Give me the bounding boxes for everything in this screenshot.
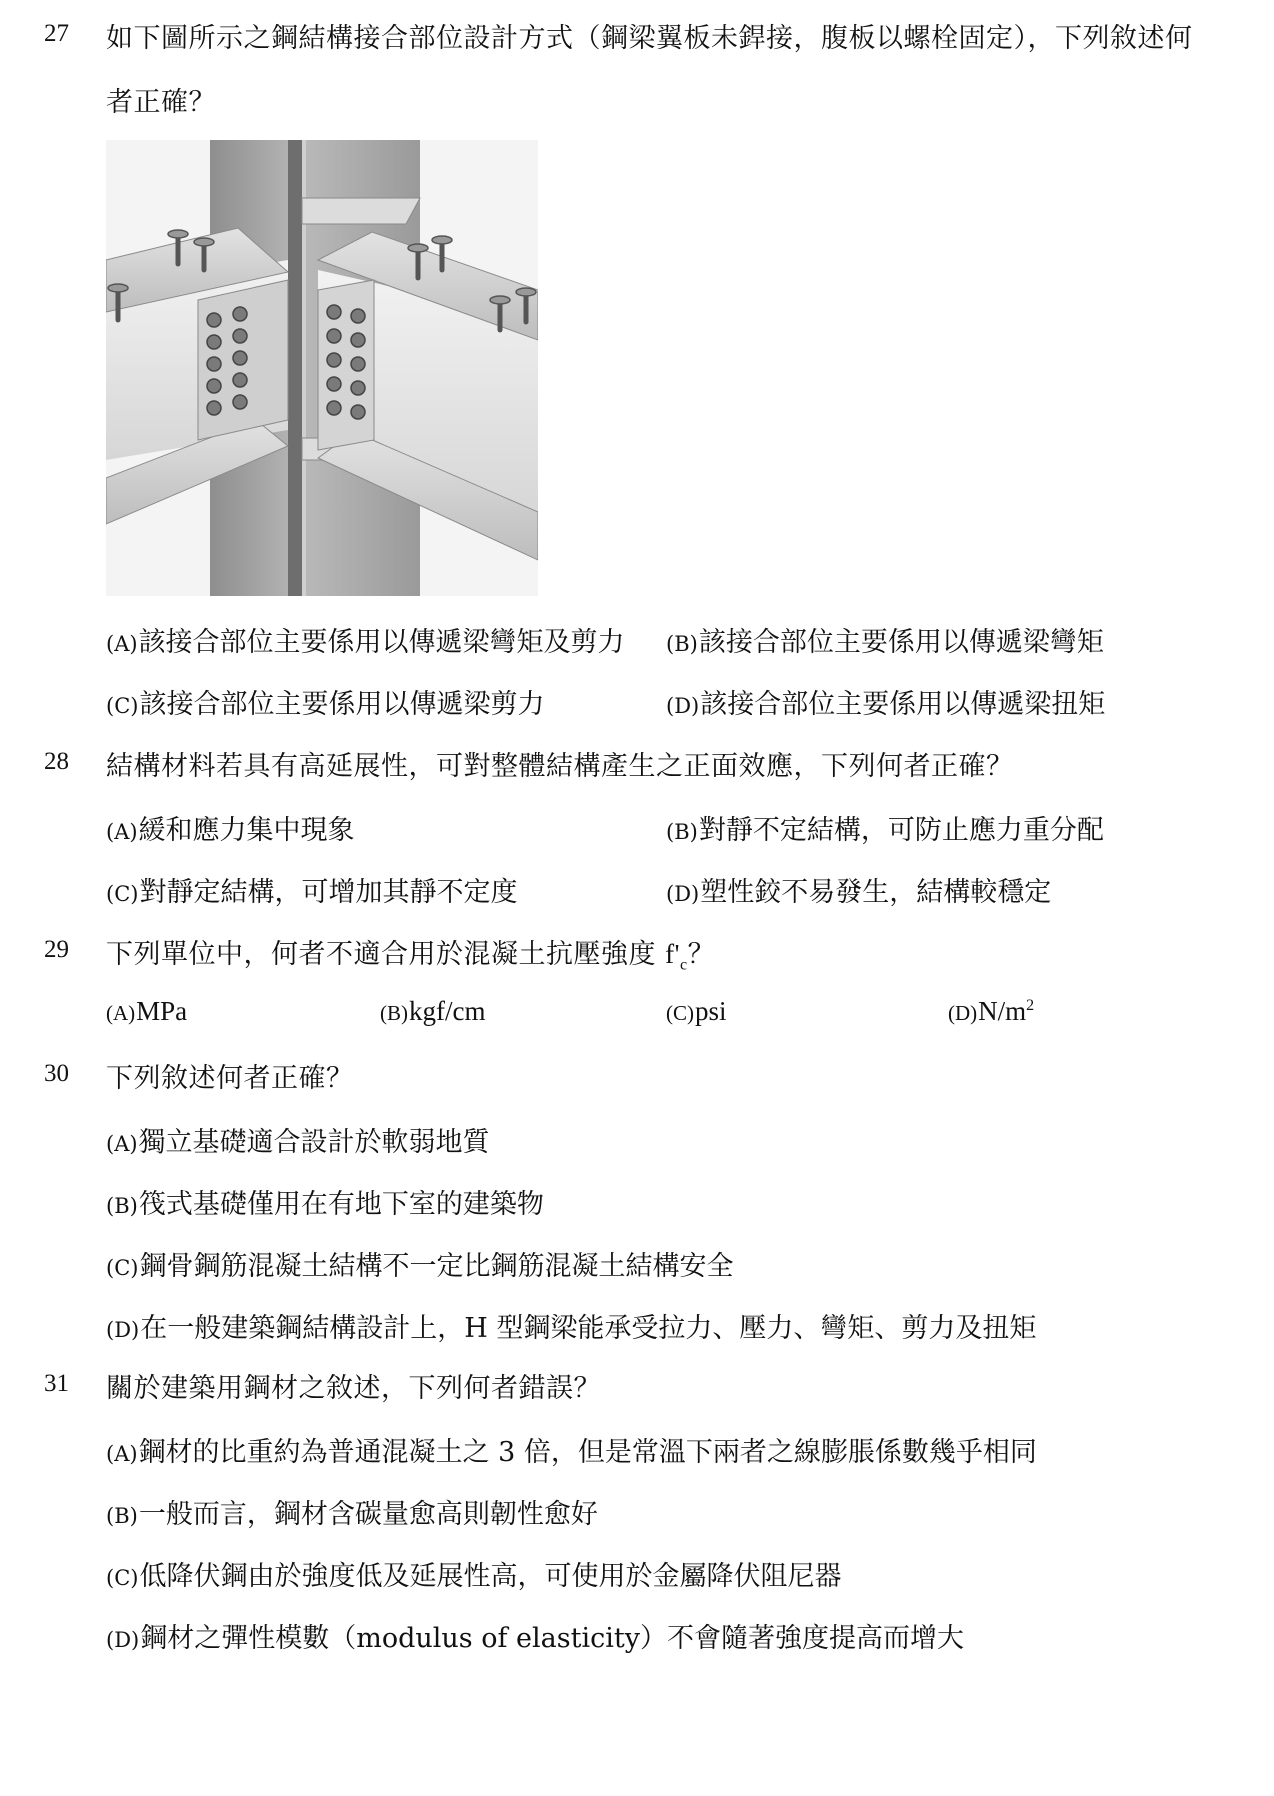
option-mark: (B) [106, 1194, 138, 1218]
question-30-stem: 下列敘述何者正確？ [106, 1063, 354, 1094]
question-28-option-b[interactable] [666, 808, 1104, 847]
question-31-number: 31 [44, 1370, 69, 1397]
option-mark: (D) [948, 1001, 978, 1025]
option-text: 鋼材之彈性模數（modulus of elasticity）不會隨著強度提高而增大 [140, 1623, 964, 1654]
option-mark: (B) [666, 820, 698, 844]
option-text: 對靜不定結構，可防止應力重分配 [698, 815, 1104, 846]
question-29-stem [106, 932, 715, 974]
option-mark: (D) [106, 1318, 140, 1342]
question-30-number: 30 [44, 1060, 69, 1087]
stem-prefix: 下列單位中，何者不適合用於混凝土抗壓強度 [106, 939, 666, 970]
option-text: 鋼骨鋼筋混凝土結構不一定比鋼筋混凝土結構安全 [139, 1251, 734, 1282]
question-30-option-b[interactable] [106, 1182, 544, 1221]
option-text: 一般而言，鋼材含碳量愈高則韌性愈好 [138, 1499, 598, 1530]
option-mark: (A) [106, 632, 138, 656]
option-text: 該接合部位主要係用以傳遞梁彎矩及剪力 [138, 627, 625, 658]
option-text: 塑性鉸不易發生，結構較穩定 [700, 877, 1052, 908]
question-28-option-c[interactable] [106, 870, 517, 909]
option-mark: (A) [106, 1001, 136, 1025]
option-text: 對靜定結構，可增加其靜不定度 [139, 877, 518, 908]
option-text: 該接合部位主要係用以傳遞梁剪力 [139, 689, 545, 720]
question-27-option-b[interactable] [666, 620, 1104, 659]
option-mark: (C) [106, 694, 139, 718]
option-mark: (C) [106, 1256, 139, 1280]
option-mark: (D) [106, 1628, 140, 1652]
option-text: psi [695, 996, 727, 1026]
question-29-option-d[interactable] [948, 996, 1034, 1027]
option-text: MPa [136, 996, 188, 1026]
option-text: 該接合部位主要係用以傳遞梁彎矩 [698, 627, 1104, 658]
question-27-stem-line1: 如下圖所示之鋼結構接合部位設計方式（鋼梁翼板未銲接，腹板以螺栓固定），下列敘述何 [106, 23, 1193, 54]
steel-beam-column-connection-figure [106, 140, 538, 596]
question-27-option-a[interactable] [106, 620, 625, 659]
question-30-option-a[interactable] [106, 1120, 490, 1159]
stem-suffix: ？ [687, 939, 716, 970]
option-mark: (A) [106, 1442, 138, 1466]
option-text: 鋼材的比重約為普通混凝土之 3 倍，但是常溫下兩者之線膨脹係數幾乎相同 [138, 1437, 1037, 1468]
option-mark: (C) [666, 1001, 694, 1025]
option-mark: (B) [666, 632, 698, 656]
option-superscript: 2 [1026, 997, 1035, 1014]
question-29-option-c[interactable] [666, 996, 727, 1027]
strength-symbol: f' [665, 939, 680, 969]
option-mark: (C) [106, 1566, 139, 1590]
strength-subscript: c [679, 956, 688, 974]
question-31-option-c[interactable] [106, 1554, 841, 1593]
option-mark: (A) [106, 1132, 138, 1156]
option-mark: (B) [106, 1504, 138, 1528]
question-28-option-d[interactable] [666, 870, 1051, 909]
question-31-option-a[interactable] [106, 1430, 1037, 1469]
question-30-option-c[interactable] [106, 1244, 733, 1283]
question-31-option-b[interactable] [106, 1492, 598, 1531]
question-30-option-d[interactable] [106, 1306, 1036, 1345]
option-mark: (D) [666, 882, 700, 906]
question-31-option-d[interactable] [106, 1616, 964, 1655]
question-29-option-b[interactable] [380, 996, 485, 1027]
option-text: N/m [978, 996, 1027, 1026]
question-28-number: 28 [44, 748, 69, 775]
question-27-stem-line2: 者正確？ [106, 87, 216, 118]
option-mark: (C) [106, 882, 139, 906]
option-mark: (A) [106, 820, 138, 844]
question-27-option-d[interactable] [666, 682, 1105, 721]
question-27-option-c[interactable] [106, 682, 544, 721]
question-28-option-a[interactable] [106, 808, 355, 847]
question-29-option-a[interactable] [106, 996, 187, 1027]
question-31-stem: 關於建築用鋼材之敘述，下列何者錯誤？ [106, 1373, 601, 1404]
question-29-number: 29 [44, 936, 69, 963]
option-text: 低降伏鋼由於強度低及延展性高，可使用於金屬降伏阻尼器 [139, 1561, 842, 1592]
option-mark: (D) [666, 694, 700, 718]
question-28-stem: 結構材料若具有高延展性，可對整體結構產生之正面效應，下列何者正確？ [106, 751, 1014, 782]
option-text: 緩和應力集中現象 [138, 815, 355, 846]
option-text: 筏式基礎僅用在有地下室的建築物 [138, 1189, 544, 1220]
option-text: 在一般建築鋼結構設計上，H 型鋼梁能承受拉力、壓力、彎矩、剪力及扭矩 [140, 1313, 1037, 1344]
question-27-number: 27 [44, 20, 69, 47]
option-text: kgf/cm [409, 996, 486, 1026]
option-mark: (B) [380, 1001, 408, 1025]
option-text: 該接合部位主要係用以傳遞梁扭矩 [700, 689, 1106, 720]
option-text: 獨立基礎適合設計於軟弱地質 [138, 1127, 490, 1158]
